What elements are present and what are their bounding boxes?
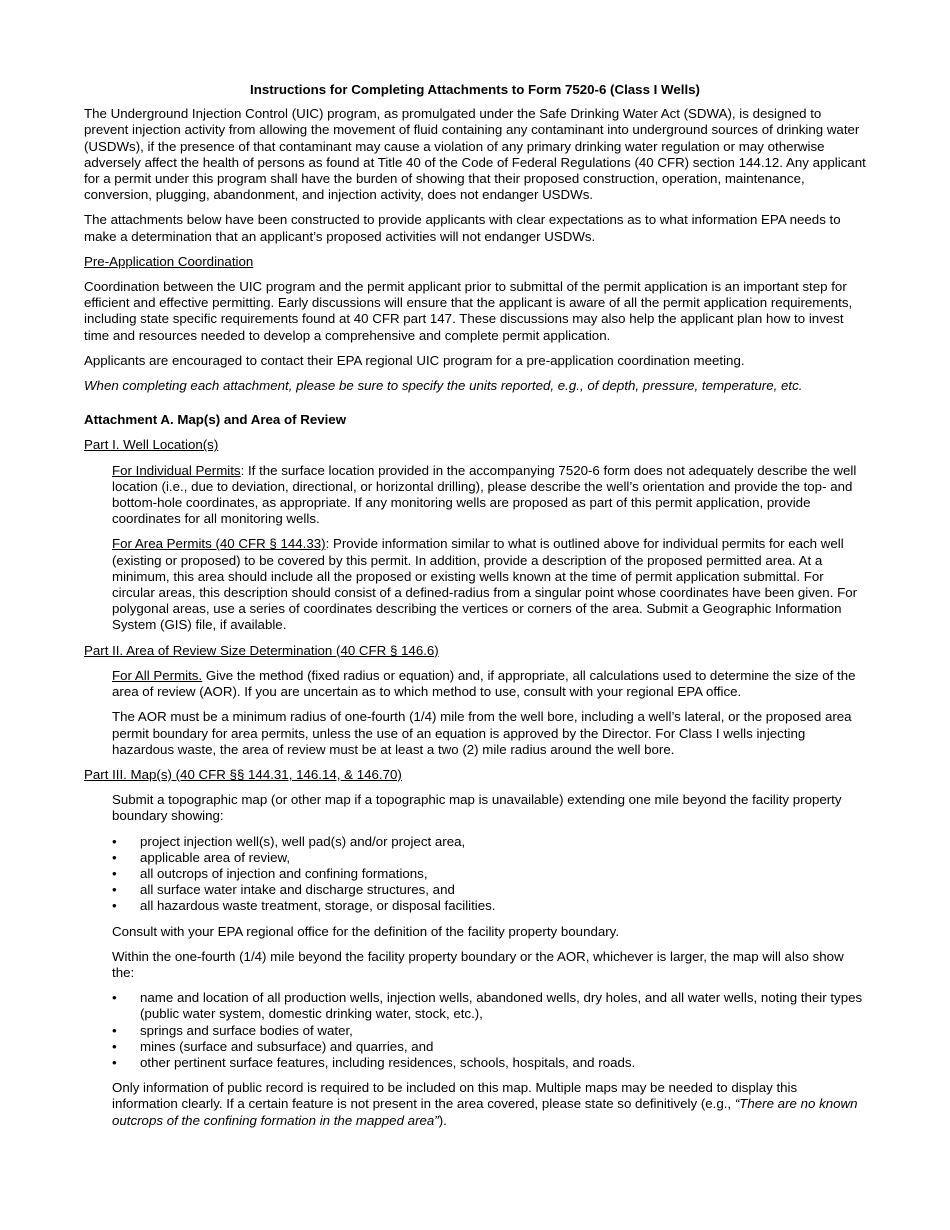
map-paragraph-4-end: ).	[438, 1112, 447, 1128]
page-title: Instructions for Completing Attachments to Form 7520-6 (Class I Wells)	[250, 82, 700, 97]
attachment-a-heading: Attachment A. Map(s) and Area of Review	[84, 412, 347, 428]
intro-paragraph-1: The Underground Injection Control (UIC) program, as promulgated under the Safe Drinking Water Act (SDWA), is designed to prevent injection activity from allowing the movement of fluid containing any contaminant into underground sources of drinking water (USDWs), if the presence of that contaminant may cause a violation of any primary drinking water regulation or may otherwise adversely affect the health of persons as found at Title 40 of the Code of Federal Regulations (40 CFR) section 144.12. Any applicant for a permit under this program shall have the burden of showing that their proposed construction, operation, maintenance, conversion, plugging, abandonment, and injection activity, does not endanger USDWs.	[84, 106, 866, 203]
list-item: • springs and surface bodies of water,	[84, 1023, 866, 1039]
list-item: • mines (surface and subsurface) and quarries, and	[84, 1039, 866, 1055]
area-permits-paragraph	[112, 536, 866, 633]
list-item: • all surface water intake and discharge structures, and	[84, 882, 866, 898]
preapp-paragraph-2: Applicants are encouraged to contact their EPA regional UIC program for a pre-application coordination meeting.	[84, 352, 745, 368]
map-paragraph-4	[112, 1080, 866, 1129]
part-3-heading: Part III. Map(s) (40 CFR §§ 144.31, 146.14, & 146.70)	[84, 766, 402, 782]
map-paragraph-1: Submit a topographic map (or other map if a topographic map is unavailable) extending one mile beyond the facility property boundary showing:	[112, 792, 842, 824]
map-paragraph-2: Consult with your EPA regional office for the definition of the facility property boundary.	[112, 923, 620, 939]
list-item: • applicable area of review,	[84, 850, 866, 866]
intro-paragraph-2: The attachments below have been constructed to provide applicants with clear expectations as to what information EPA needs to make a determination that an applicant’s proposed activities will not endanger USDWs.	[84, 212, 841, 244]
all-permits-text: Give the method (fixed radius or equation) and, if appropriate, all calculations used to determine the size of the area of review (AOR). If you are uncertain as to which method to use, consult with your regional EPA office.	[112, 667, 856, 700]
map-paragraph-4-quote: “There are no known outcrops of the confining formation in the mapped area”	[112, 1096, 858, 1128]
individual-permits-label: For Individual Permits	[112, 462, 241, 478]
area-permits-text: : Provide information similar to what is outlined above for individual permits for each well (existing or proposed) to be covered by this permit. In addition, provide a description of the proposed permitted area. At a minimum, this area should include all the proposed or existing wells known at the time of permit application submittal. For circular areas, this description should consist of a defined-radius from a singular point whose coordinates have been given. For polygonal areas, use a series of coordinates describing the vertices or corners of the area. Submit a Geographic Information System (GIS) file, if available.	[112, 536, 858, 633]
area-permits-label: For Area Permits (40 CFR § 144.33)	[112, 536, 326, 552]
map-paragraph-4-text: Only information of public record is required to be included on this map. Multiple maps may be needed to display this information clearly. If a certain feature is not present in the area covered, please state so definitively (e.g.,	[112, 1080, 798, 1112]
map-feature-list-1	[84, 834, 866, 915]
preapp-heading: Pre-Application Coordination	[84, 253, 254, 269]
map-feature-list-2	[84, 990, 866, 1071]
preapp-paragraph-1: Coordination between the UIC program and the permit applicant prior to submittal of the permit application is an important step for efficient and effective permitting. Early discussions will ensure that the applicant is aware of all the permit application requirements, including state specific requirements found at 40 CFR part 147. These discussions may also help the applicant plan how to invest time and resources needed to develop a comprehensive and complete permit application.	[84, 279, 853, 343]
individual-permits-text: : If the surface location provided in the accompanying 7520-6 form does not adequately describe the well location (i.e., due to deviation, directional, or horizontal drilling), please describe the well’s orientation and provide the top- and bottom-hole coordinates, as appropriate. If any monitoring wells are proposed as part of this permit application, provide coordinates for all monitoring wells.	[112, 462, 857, 527]
list-item: • project injection well(s), well pad(s) and/or project area,	[84, 834, 866, 850]
all-permits-label: For All Permits.	[112, 667, 203, 683]
individual-permits-paragraph	[112, 463, 866, 528]
list-item: • all hazardous waste treatment, storage, or disposal facilities.	[84, 898, 866, 914]
aor-paragraph: The AOR must be a minimum radius of one-fourth (1/4) mile from the well bore, including a well’s lateral, or the proposed area permit boundary for area permits, unless the use of an equation is approved by the Director. For Class I wells injecting hazardous waste, the area of review must be at least a two (2) mile radius around the well bore.	[112, 709, 852, 757]
map-paragraph-3: Within the one-fourth (1/4) mile beyond the facility property boundary or the AOR, whichever is larger, the map will also show the:	[112, 948, 844, 980]
part-1-heading: Part I. Well Location(s)	[84, 437, 219, 453]
part-2-heading: Part II. Area of Review Size Determination (40 CFR § 146.6)	[84, 642, 439, 658]
list-item: • other pertinent surface features, including residences, schools, hospitals, and roads.	[84, 1055, 866, 1071]
list-item: • name and location of all production wells, injection wells, abandoned wells, dry holes, and all water wells, noting their types (public water system, domestic drinking water, stock, etc.),	[84, 990, 866, 1022]
units-note: When completing each attachment, please be sure to specify the units reported, e.g., of depth, pressure, temperature, etc.	[84, 378, 803, 394]
list-item: • all outcrops of injection and confining formations,	[84, 866, 866, 882]
all-permits-paragraph	[112, 668, 866, 700]
